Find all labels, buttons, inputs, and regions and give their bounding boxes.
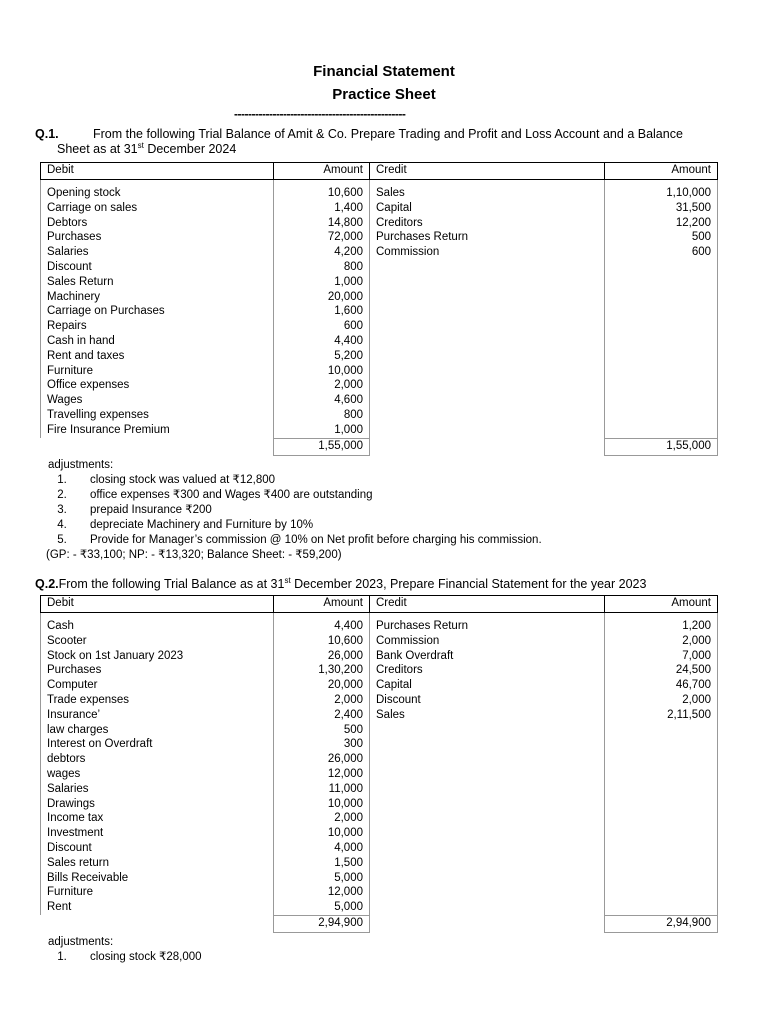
credit-amount [605, 841, 718, 856]
total-credit: 1,55,000 [605, 438, 718, 455]
trial-balance-table-q2 [40, 595, 718, 933]
debit-account: Purchases [41, 663, 274, 678]
credit-account [370, 767, 605, 782]
credit-amount [605, 826, 718, 841]
trial-balance-table-q1 [40, 162, 718, 456]
adjustments-label: adjustments: [48, 936, 114, 948]
credit-amount [605, 290, 718, 305]
table-row [41, 423, 718, 438]
credit-amount [605, 334, 718, 349]
totals-row [41, 915, 718, 932]
debit-amount: 14,800 [274, 216, 370, 231]
credit-amount: 600 [605, 245, 718, 260]
table-row [41, 290, 718, 305]
table-body [41, 180, 718, 439]
credit-amount: 31,500 [605, 201, 718, 216]
debit-account: Stock on 1st January 2023 [41, 649, 274, 664]
table-row [41, 319, 718, 334]
answer-key: (GP: - ₹33,100; NP: - ₹13,320; Balance Sheet: - ₹59,200) [46, 549, 342, 561]
debit-account: Cash [41, 613, 274, 634]
credit-account: Purchases Return [370, 613, 605, 634]
debit-account: Cash in hand [41, 334, 274, 349]
debit-account: Wages [41, 393, 274, 408]
debit-amount: 5,000 [274, 871, 370, 886]
credit-amount [605, 752, 718, 767]
document-subtitle: Practice Sheet [332, 86, 436, 103]
credit-amount [605, 275, 718, 290]
table-body [41, 613, 718, 916]
debit-amount: 4,200 [274, 245, 370, 260]
debit-account: Salaries [41, 245, 274, 260]
col-amount-credit: Amount [605, 163, 718, 180]
debit-account: Carriage on sales [41, 201, 274, 216]
table-row [41, 216, 718, 231]
total-debit: 2,94,900 [274, 915, 370, 932]
debit-account: Carriage on Purchases [41, 304, 274, 319]
q1-text2-post: December 2024 [143, 142, 237, 156]
credit-account: Commission [370, 634, 605, 649]
debit-amount: 12,000 [274, 885, 370, 900]
adjustments-q2 [48, 935, 202, 965]
table-row [41, 767, 718, 782]
debit-account: Income tax [41, 811, 274, 826]
credit-amount [605, 856, 718, 871]
credit-account [370, 871, 605, 886]
credit-amount [605, 304, 718, 319]
credit-account: Discount [370, 693, 605, 708]
debit-account: Scooter [41, 634, 274, 649]
debit-amount: 300 [274, 737, 370, 752]
credit-amount [605, 423, 718, 438]
table-row [41, 201, 718, 216]
debit-account: Drawings [41, 797, 274, 812]
table-row [41, 871, 718, 886]
table-row [41, 408, 718, 423]
table-row [41, 708, 718, 723]
table-row [41, 678, 718, 693]
table-row [41, 900, 718, 915]
debit-amount: 10,000 [274, 364, 370, 379]
totals-blank [41, 915, 274, 932]
table-row [41, 634, 718, 649]
question-1-number: Q.1. [35, 127, 59, 141]
col-credit: Credit [370, 163, 605, 180]
debit-amount: 4,400 [274, 613, 370, 634]
credit-account [370, 393, 605, 408]
debit-account: Rent and taxes [41, 349, 274, 364]
credit-account: Creditors [370, 663, 605, 678]
credit-amount [605, 319, 718, 334]
credit-account: Sales [370, 708, 605, 723]
credit-amount [605, 408, 718, 423]
debit-account: Insurance’ [41, 708, 274, 723]
credit-amount: 12,200 [605, 216, 718, 231]
debit-account: Trade expenses [41, 693, 274, 708]
debit-amount: 1,500 [274, 856, 370, 871]
debit-amount: 5,200 [274, 349, 370, 364]
debit-amount: 600 [274, 319, 370, 334]
question-2-heading [35, 577, 735, 592]
credit-amount [605, 782, 718, 797]
debit-amount: 20,000 [274, 290, 370, 305]
credit-amount: 1,10,000 [605, 180, 718, 201]
adjustments-label: adjustments: [48, 459, 114, 471]
debit-amount: 1,600 [274, 304, 370, 319]
credit-account [370, 723, 605, 738]
debit-account: Opening stock [41, 180, 274, 201]
debit-account: Fire Insurance Premium [41, 423, 274, 438]
table-row [41, 378, 718, 393]
question-1-text-continued [35, 142, 735, 157]
credit-account: Capital [370, 201, 605, 216]
table-row [41, 613, 718, 634]
question-1-heading [35, 127, 735, 157]
q2-text-pre: From the following Trial Balance as at 31 [58, 577, 285, 591]
debit-amount: 2,400 [274, 708, 370, 723]
debit-account: Sales return [41, 856, 274, 871]
credit-account: Creditors [370, 216, 605, 231]
debit-amount: 1,000 [274, 275, 370, 290]
credit-account [370, 841, 605, 856]
table-row [41, 180, 718, 201]
credit-account [370, 304, 605, 319]
credit-amount [605, 797, 718, 812]
totals-blank [41, 438, 274, 455]
table-row [41, 663, 718, 678]
credit-account: Capital [370, 678, 605, 693]
table-row [41, 275, 718, 290]
credit-amount [605, 871, 718, 886]
credit-amount [605, 811, 718, 826]
table-row [41, 723, 718, 738]
adjustment-item: 1. closing stock was valued at ₹12,800 [70, 473, 542, 488]
table-row [41, 364, 718, 379]
totals-blank [370, 438, 605, 455]
debit-amount: 26,000 [274, 649, 370, 664]
credit-amount [605, 767, 718, 782]
credit-amount: 7,000 [605, 649, 718, 664]
debit-amount: 4,600 [274, 393, 370, 408]
total-debit: 1,55,000 [274, 438, 370, 455]
credit-amount [605, 378, 718, 393]
debit-account: Furniture [41, 364, 274, 379]
debit-account: law charges [41, 723, 274, 738]
title-divider: ------------------------------------------------- [234, 107, 406, 121]
debit-amount: 2,000 [274, 378, 370, 393]
total-credit: 2,94,900 [605, 915, 718, 932]
debit-amount: 500 [274, 723, 370, 738]
credit-account [370, 885, 605, 900]
col-credit: Credit [370, 596, 605, 613]
credit-account: Sales [370, 180, 605, 201]
debit-account: Office expenses [41, 378, 274, 393]
credit-account [370, 856, 605, 871]
credit-account [370, 260, 605, 275]
col-amount-credit: Amount [605, 596, 718, 613]
col-debit: Debit [41, 596, 274, 613]
adjustment-item: 4. depreciate Machinery and Furniture by 10% [70, 518, 542, 533]
table-row [41, 693, 718, 708]
debit-amount: 4,000 [274, 841, 370, 856]
debit-amount: 1,30,200 [274, 663, 370, 678]
credit-account [370, 811, 605, 826]
credit-amount [605, 393, 718, 408]
credit-amount [605, 737, 718, 752]
debit-account: Machinery [41, 290, 274, 305]
table-header-row [41, 163, 718, 180]
debit-account: Computer [41, 678, 274, 693]
table-row [41, 260, 718, 275]
table-row [41, 797, 718, 812]
q1-text2-sup: st [137, 140, 144, 150]
credit-account: Purchases Return [370, 230, 605, 245]
credit-account: Bank Overdraft [370, 649, 605, 664]
q1-text2-pre: Sheet as at 31 [57, 142, 138, 156]
question-2-number: Q.2. [35, 577, 59, 591]
debit-account: Salaries [41, 782, 274, 797]
credit-account [370, 319, 605, 334]
credit-account [370, 408, 605, 423]
debit-account: Sales Return [41, 275, 274, 290]
table-row [41, 782, 718, 797]
credit-account [370, 349, 605, 364]
credit-account [370, 900, 605, 915]
table-row [41, 856, 718, 871]
table-row [41, 304, 718, 319]
debit-account: Interest on Overdraft [41, 737, 274, 752]
debit-account: Purchases [41, 230, 274, 245]
adjustment-item: 3. prepaid Insurance ₹200 [70, 503, 542, 518]
totals-blank [370, 915, 605, 932]
table-row [41, 885, 718, 900]
credit-amount [605, 260, 718, 275]
credit-account [370, 797, 605, 812]
debit-amount: 10,600 [274, 180, 370, 201]
debit-amount: 800 [274, 408, 370, 423]
table-row [41, 230, 718, 245]
debit-amount: 26,000 [274, 752, 370, 767]
table-row [41, 393, 718, 408]
credit-amount: 1,200 [605, 613, 718, 634]
table-row [41, 649, 718, 664]
question-1-text: From the following Trial Balance of Amit & Co. Prepare Trading and Profit and Loss Account and a Balance [93, 127, 683, 141]
table-row [41, 245, 718, 260]
table-row [41, 826, 718, 841]
credit-amount [605, 349, 718, 364]
credit-account [370, 275, 605, 290]
credit-account [370, 364, 605, 379]
credit-account: Commission [370, 245, 605, 260]
debit-account: Travelling expenses [41, 408, 274, 423]
q2-text-sup: st [284, 575, 291, 585]
debit-account: debtors [41, 752, 274, 767]
debit-amount: 2,000 [274, 811, 370, 826]
debit-amount: 11,000 [274, 782, 370, 797]
credit-account [370, 423, 605, 438]
adjustment-item: 1. closing stock ₹28,000 [70, 950, 202, 965]
credit-amount [605, 723, 718, 738]
credit-amount [605, 364, 718, 379]
table-row [41, 349, 718, 364]
credit-account [370, 782, 605, 797]
col-debit: Debit [41, 163, 274, 180]
debit-amount: 1,000 [274, 423, 370, 438]
debit-amount: 4,400 [274, 334, 370, 349]
credit-amount: 500 [605, 230, 718, 245]
credit-amount [605, 885, 718, 900]
debit-amount: 1,400 [274, 201, 370, 216]
credit-amount: 24,500 [605, 663, 718, 678]
credit-amount: 2,11,500 [605, 708, 718, 723]
debit-amount: 800 [274, 260, 370, 275]
credit-account [370, 378, 605, 393]
col-amount-debit: Amount [274, 596, 370, 613]
debit-account: Investment [41, 826, 274, 841]
debit-account: Furniture [41, 885, 274, 900]
debit-account: Repairs [41, 319, 274, 334]
credit-account [370, 334, 605, 349]
adjustments-list [48, 473, 542, 548]
debit-account: Discount [41, 841, 274, 856]
credit-amount: 2,000 [605, 693, 718, 708]
debit-amount: 10,000 [274, 826, 370, 841]
col-amount-debit: Amount [274, 163, 370, 180]
table-row [41, 752, 718, 767]
debit-amount: 10,600 [274, 634, 370, 649]
debit-amount: 12,000 [274, 767, 370, 782]
adjustments-q1 [48, 458, 542, 563]
q2-text-post: December 2023, Prepare Financial Statement for the year 2023 [290, 577, 647, 591]
table-row [41, 841, 718, 856]
debit-amount: 2,000 [274, 693, 370, 708]
debit-account: Discount [41, 260, 274, 275]
credit-account [370, 290, 605, 305]
table-row [41, 811, 718, 826]
table-header-row [41, 596, 718, 613]
debit-account: Bills Receivable [41, 871, 274, 886]
adjustment-item: 2. office expenses ₹300 and Wages ₹400 are outstanding [70, 488, 542, 503]
debit-amount: 20,000 [274, 678, 370, 693]
credit-amount [605, 900, 718, 915]
debit-amount: 10,000 [274, 797, 370, 812]
credit-amount: 2,000 [605, 634, 718, 649]
debit-account: Debtors [41, 216, 274, 231]
document-title: Financial Statement [313, 63, 455, 80]
table-row [41, 737, 718, 752]
credit-account [370, 737, 605, 752]
credit-amount: 46,700 [605, 678, 718, 693]
debit-account: wages [41, 767, 274, 782]
debit-account: Rent [41, 900, 274, 915]
credit-account [370, 752, 605, 767]
table-row [41, 334, 718, 349]
debit-amount: 5,000 [274, 900, 370, 915]
credit-account [370, 826, 605, 841]
debit-amount: 72,000 [274, 230, 370, 245]
totals-row [41, 438, 718, 455]
adjustment-item: 5. Provide for Manager’s commission @ 10% on Net profit before charging his commission. [70, 533, 542, 548]
adjustments-list [48, 950, 202, 965]
